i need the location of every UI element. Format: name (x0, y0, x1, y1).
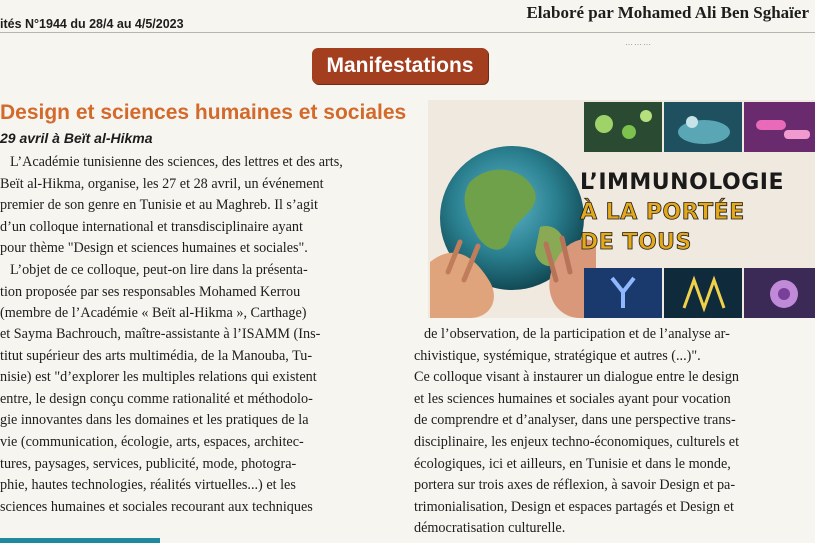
text-line: écologiques, ici et ailleurs, en Tunisie et dans le monde, (414, 455, 731, 472)
text-line: tures, paysages, services, publicité, mode, photogra- (0, 455, 297, 472)
text-line: de comprendre et d’analyser, dans une perspective trans- (414, 412, 736, 429)
text-line: portera sur trois axes de réflexion, à savoir Design et pa- (414, 477, 736, 494)
immunology-illustration (428, 100, 815, 318)
bottom-accent-bar (0, 538, 160, 543)
text-line: d’un colloque international et transdisciplinaire ayant (0, 218, 303, 235)
virus-image (584, 102, 662, 152)
section-tag: Manifestations (312, 48, 488, 84)
text-line: trimonialisation, Design et espaces partagés et Design et (414, 498, 734, 515)
text-line: nisie) est "d’explorer les multiples relations qui existent (0, 369, 317, 386)
left-column-bottom (0, 324, 405, 518)
right-column (414, 324, 813, 540)
pathogen-image (744, 268, 815, 318)
text-line: Ce colloque visant à instaurer un dialogue entre le design (414, 369, 740, 386)
text-line: Beït al-Hikma, organise, les 27 et 28 avril, un événement (0, 175, 324, 192)
text-line: vie (communication, écologie, arts, espaces, architec- (0, 433, 304, 450)
antibody-image (584, 268, 662, 318)
text-line: et Sayma Bachrouch, maître-assistante à l’ISAMM (Ins- (0, 326, 321, 342)
figure-title-line1: L’IMMUNOLOGIE (580, 170, 784, 195)
text-line: pour thème "Design et sciences humaines et sociales". (0, 240, 308, 257)
text-line: de l’observation, de la participation et de l’analyse ar- (424, 326, 730, 342)
text-line: phie, hautes technologies, réalités virtuelles...) et les (0, 477, 296, 494)
text-line: disciplinaire, les enjeux techno-économiques, culturels et (414, 433, 740, 450)
article-subtitle: 29 avril à Beït al-Hikma (0, 130, 153, 146)
figure-title-line3: DE TOUS (580, 230, 692, 255)
text-line: premier de son genre en Tunisie et au Maghreb. Il s’agit (0, 197, 318, 214)
globe-in-hands-image (430, 122, 596, 318)
left-column-top (0, 152, 405, 325)
text-line: titut supérieur des arts multimédia, de la Manouba, Tu- (0, 347, 313, 364)
text-line: L’Académie tunisienne des sciences, des lettres et des arts, (10, 154, 343, 170)
text-line: (membre de l’Académie « Beït al-Hikma », Carthage) (0, 305, 307, 322)
cell-image (664, 102, 742, 152)
text-line: et les sciences humaines et sociales ayant pour vocation (414, 390, 731, 407)
text-line: L’objet de ce colloque, peut-on lire dans la présenta- (10, 261, 308, 278)
author-line: Elaboré par Mohamed Ali Ben Sghaïer (526, 3, 809, 22)
text-line: gie innovantes dans les domaines et les pratiques de la (0, 412, 309, 429)
article-title: Design et sciences humaines et sociales (0, 101, 407, 124)
figure-title-line2: À LA PORTÉE (580, 200, 745, 225)
header-divider (0, 32, 815, 33)
text-line: sciences humaines et sociales recourant aux techniques (0, 498, 313, 515)
text-line: tion proposée par ses responsables Mohamed Kerrou (0, 283, 301, 300)
issue-line: ités N°1944 du 28/4 au 4/5/2023 (0, 17, 184, 31)
text-line: chivistique, systémique, stratégique et autres (...)". (414, 347, 701, 364)
scan-noise: ⋯⋯⋯ (625, 40, 652, 49)
receptor-image (664, 268, 742, 318)
bacteria-image (744, 102, 815, 152)
text-line: entre, le design conçu comme rationalité et méthodolo- (0, 390, 313, 407)
text-line: démocratisation culturelle. (414, 520, 566, 537)
